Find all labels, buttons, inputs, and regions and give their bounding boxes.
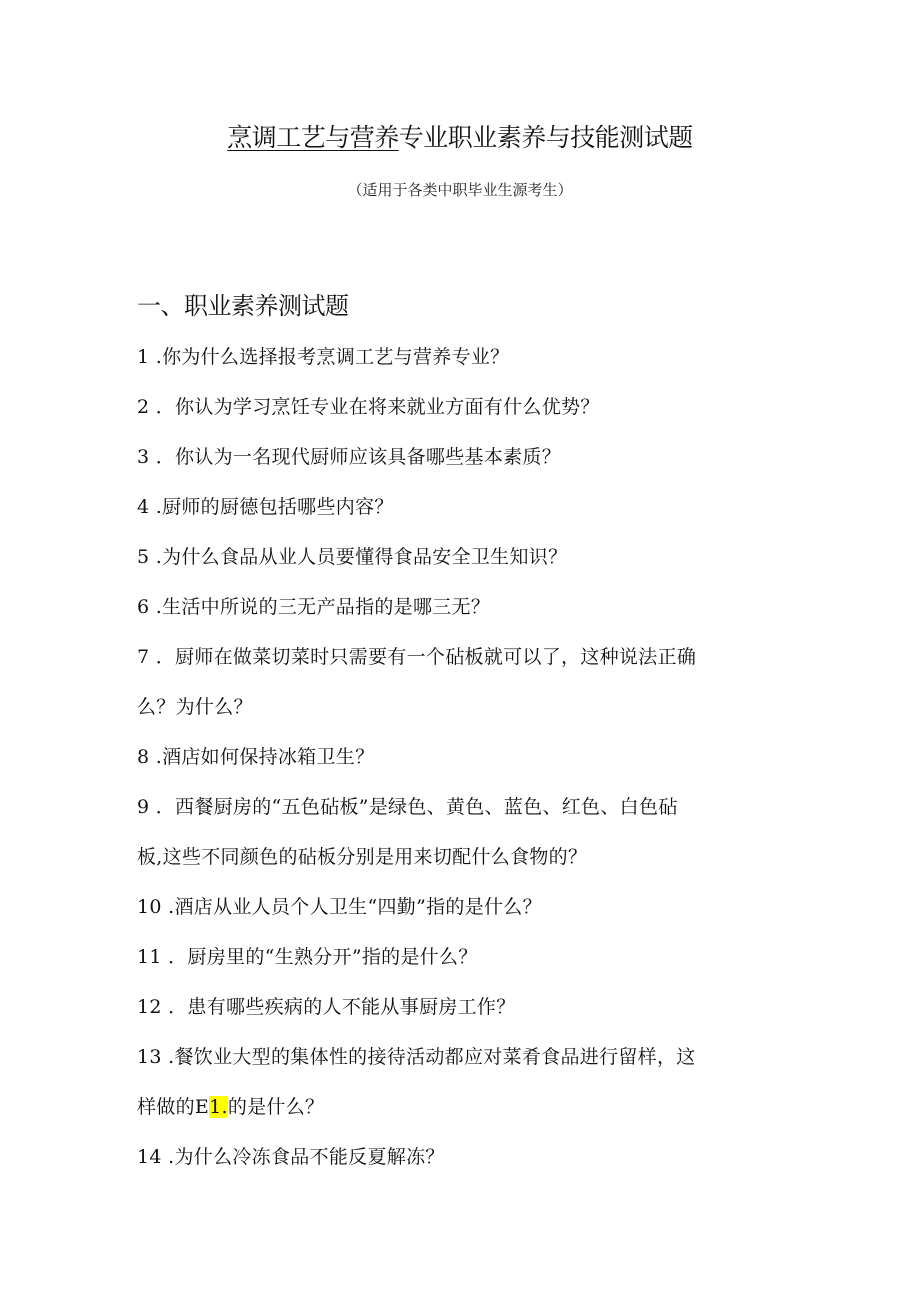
question-number: 5: [137, 546, 150, 568]
question-number: 13: [137, 1046, 162, 1068]
question-number: 3: [137, 446, 150, 468]
question-text-continued: 么？为什么？: [137, 696, 253, 718]
question-6: [137, 582, 777, 632]
question-text: ．厨师在做菜切菜时只需要有一个砧板就可以了，这种说法正确: [155, 646, 697, 668]
question-number: 8: [137, 746, 150, 768]
question-9: [137, 782, 777, 882]
question-number: 4: [137, 496, 150, 518]
question-1: [137, 332, 777, 382]
question-number: 6: [137, 596, 150, 618]
question-12: [137, 982, 777, 1032]
question-text: .酒店从业人员个人卫生“四勤”指的是什么？: [168, 896, 542, 918]
question-text-continued-end: 的是什么？: [227, 1096, 325, 1118]
question-text: .生活中所说的三无产品指的是哪三无？: [155, 596, 491, 618]
highlighted-text: 1.: [209, 1096, 228, 1118]
question-13: [137, 1032, 777, 1132]
question-number: 7: [137, 646, 150, 668]
question-text: ．患有哪些疾病的人不能从事厨房工作？: [168, 996, 516, 1018]
question-10: [137, 882, 777, 932]
question-text: .为什么冷冻食品不能反夏解冻？: [168, 1146, 445, 1168]
question-text: .厨师的厨德包括哪些内容？: [155, 496, 394, 518]
title-underlined-part: 烹调工艺与营养: [227, 123, 399, 152]
question-text: .餐饮业大型的集体性的接待活动都应对菜肴食品进行留样，这: [168, 1046, 696, 1068]
section-heading: 一、职业素养测试题: [137, 292, 349, 320]
question-text: .酒店如何保持冰箱卫生？: [155, 746, 375, 768]
question-text: .你为什么选择报考烹调工艺与营养专业？: [155, 346, 510, 368]
question-text-continued: 样做的E: [137, 1096, 210, 1118]
question-text: ．你认为一名现代厨师应该具备哪些基本素质？: [155, 446, 562, 468]
question-text-continued: 板,这些不同颜色的砧板分别是用来切配什么食物的？: [137, 846, 588, 868]
question-4: [137, 482, 777, 532]
document-title: [0, 120, 920, 156]
question-11: [137, 932, 777, 982]
question-number: 1: [137, 346, 150, 368]
question-text: ．西餐厨房的“五色砧板”是绿色、黄色、蓝色、红色、白色砧: [155, 796, 678, 818]
question-number: 12: [137, 996, 162, 1018]
question-5: [137, 532, 777, 582]
question-number: 9: [137, 796, 150, 818]
question-number: 2: [137, 396, 150, 418]
question-number: 14: [137, 1146, 162, 1168]
question-2: [137, 382, 777, 432]
question-number: 11: [137, 946, 162, 968]
question-text: ．你认为学习烹饪专业在将来就业方面有什么优势？: [155, 396, 600, 418]
question-14: [137, 1132, 777, 1182]
question-8: [137, 732, 777, 782]
document-subtitle: （适用于各类中职毕业生源考生）: [347, 181, 573, 199]
question-text: .为什么食品从业人员要懂得食品安全卫生知识？: [155, 546, 568, 568]
question-text: ．厨房里的“生熟分开”指的是什么？: [168, 946, 478, 968]
question-7: [137, 632, 777, 732]
title-rest-part: 专业职业素养与技能测试题: [398, 123, 693, 152]
question-number: 10: [137, 896, 162, 918]
question-3: [137, 432, 777, 482]
